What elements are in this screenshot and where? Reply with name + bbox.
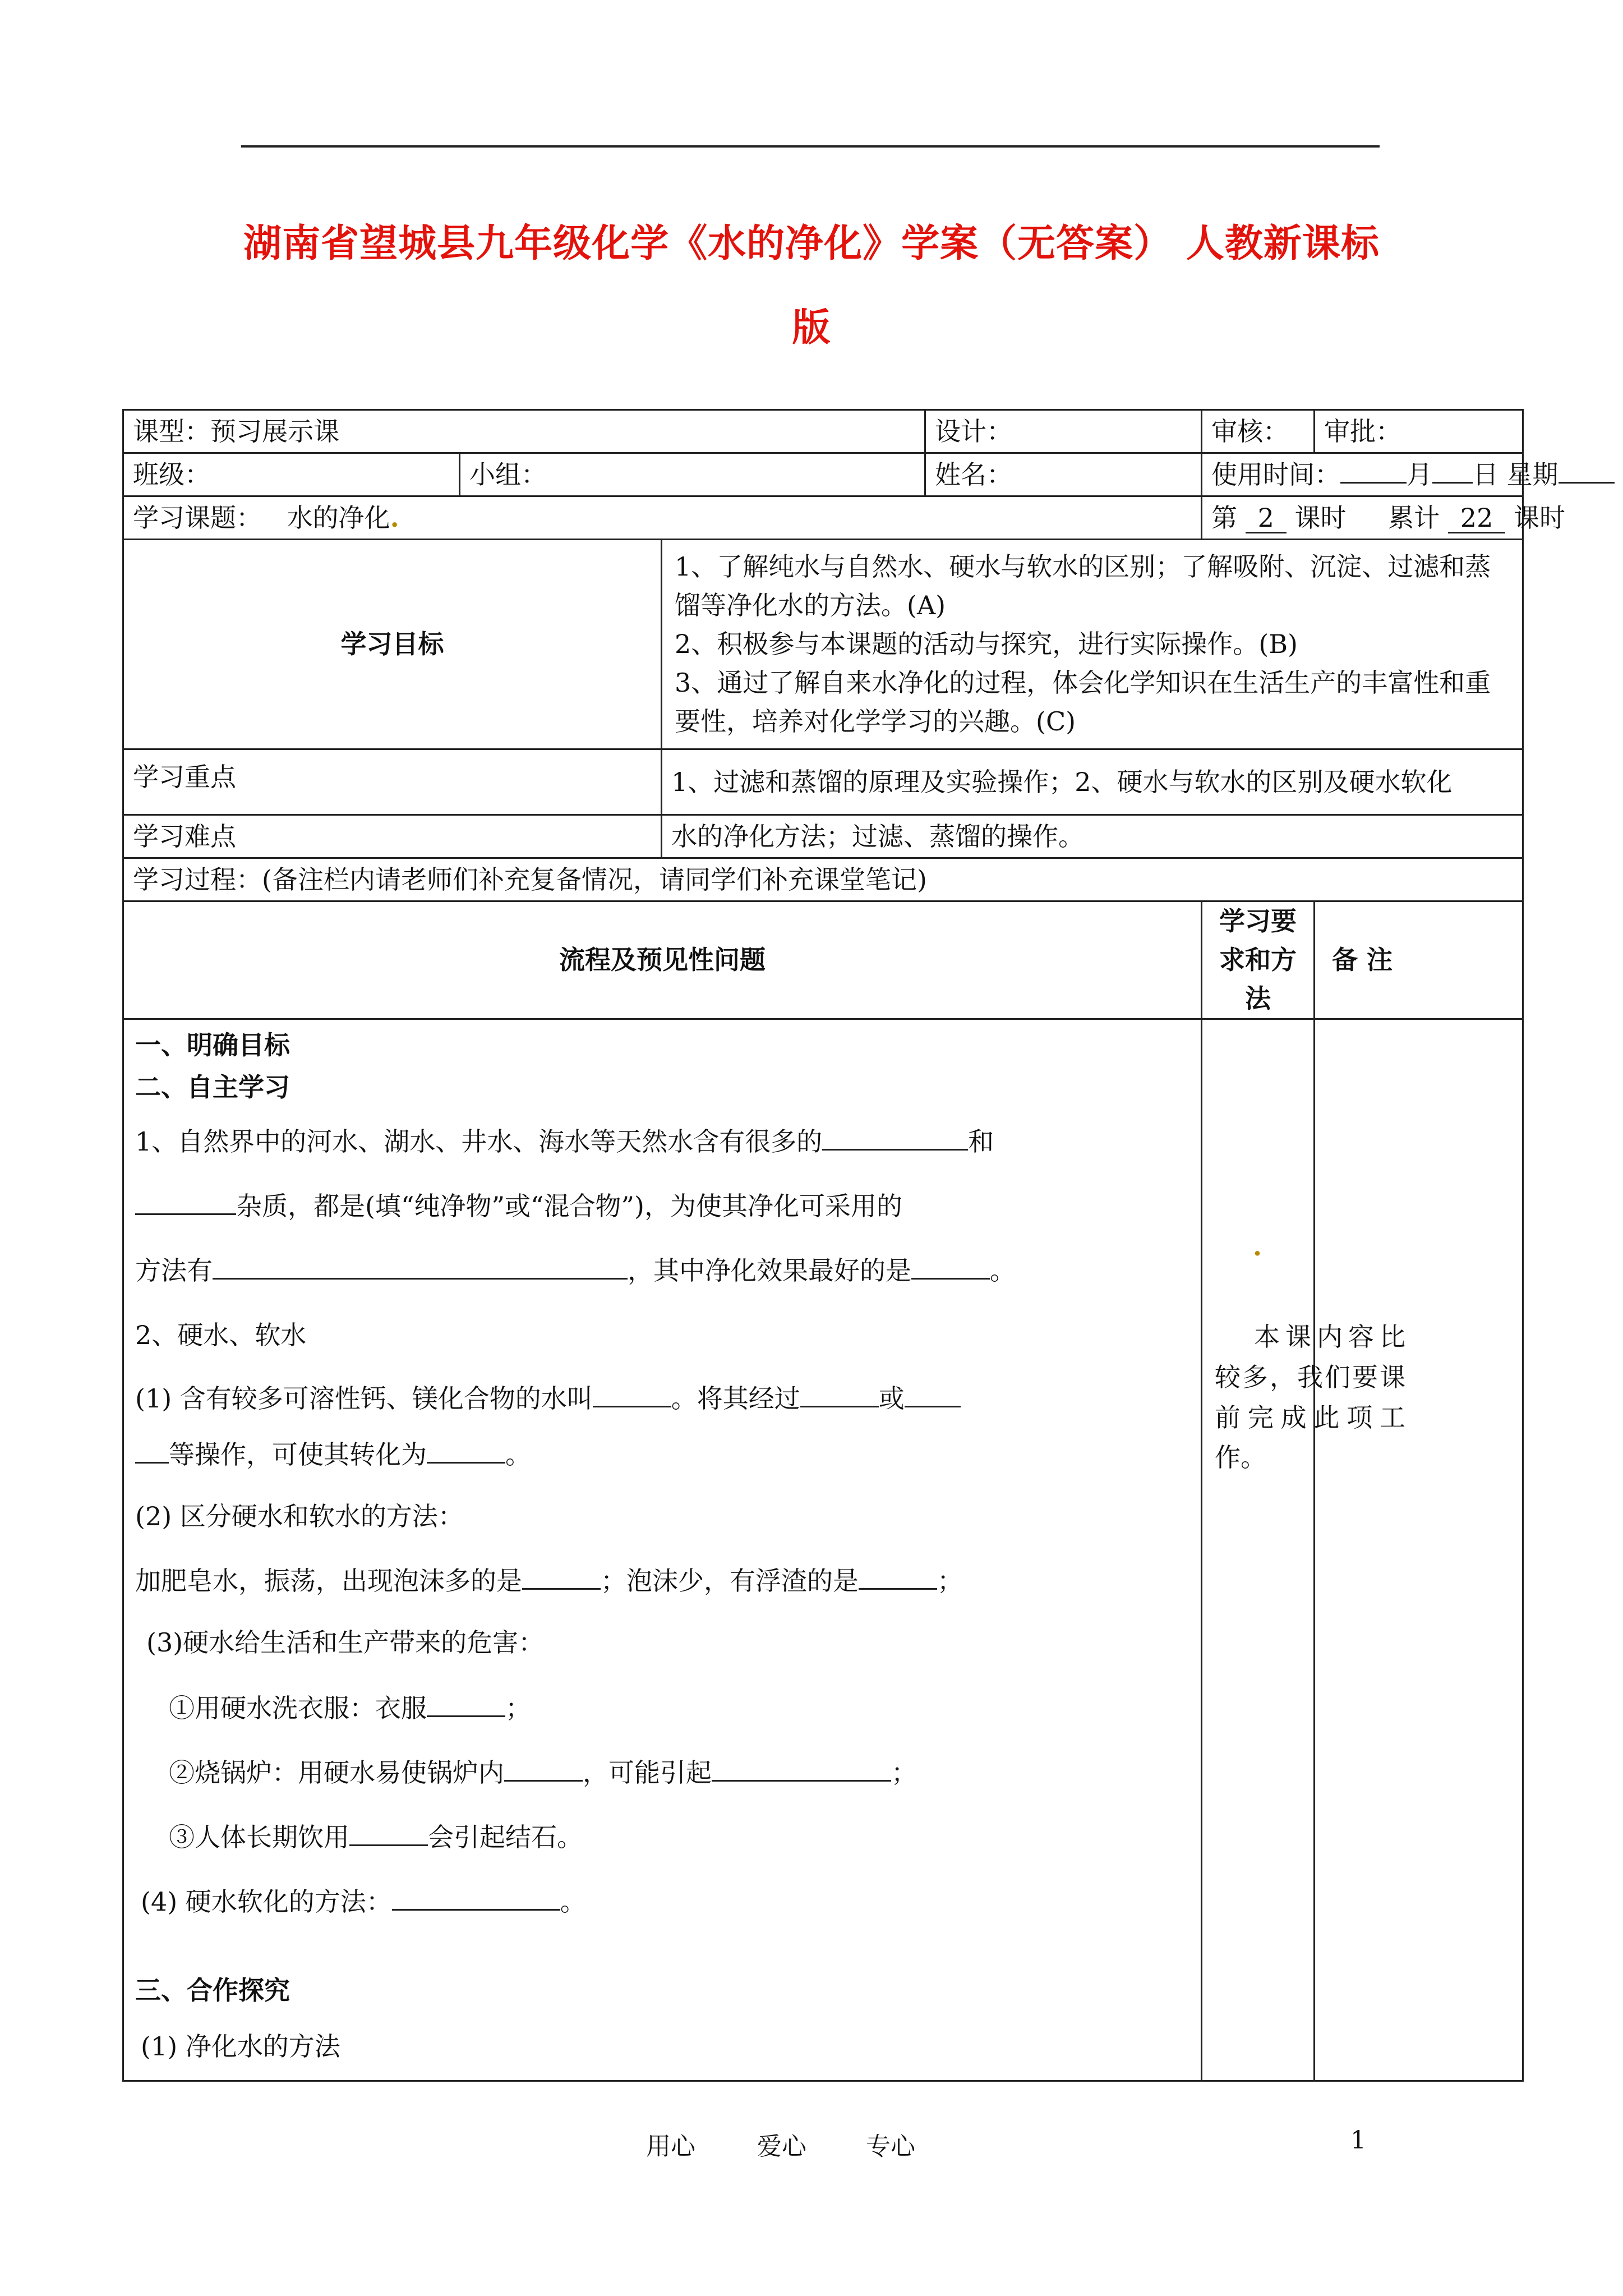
answer-blank [135, 1439, 169, 1464]
answer-blank [392, 1887, 560, 1911]
group-cell: 小组： [460, 453, 925, 496]
course-type-cell: 课型：预习展示课 [123, 410, 925, 453]
answer-blank [800, 1383, 879, 1407]
review-cell: 审核： [1202, 410, 1315, 453]
question-line: (3)硬水给生活和生产带来的危害： [146, 1627, 545, 1658]
question-line: 杂质，都是(填“纯净物”或“混合物”)，为使其净化可采用的 [135, 1174, 1189, 1239]
weekday-blank [1559, 482, 1615, 484]
month-blank [1340, 482, 1407, 484]
answer-blank [213, 1255, 628, 1280]
header-rule [241, 145, 1380, 148]
question-line: 方法有 ，其中净化效果最好的是 。 [135, 1255, 1016, 1286]
difficulties-label: 学习难点 [123, 815, 662, 858]
answer-blank [427, 1439, 505, 1464]
difficulties-text: 水的净化方法；过滤、蒸馏的操作。 [662, 815, 1523, 858]
process-note: 学习过程：(备注栏内请老师们补充复备情况，请同学们补充课堂笔记) [123, 858, 1523, 901]
period-number: 2 [1246, 504, 1287, 534]
section-heading: 三、合作探究 [135, 1975, 290, 2005]
name-cell: 姓名： [925, 453, 1202, 496]
question-line: ①用硬水洗衣服：衣服 ； [169, 1693, 531, 1723]
footer-word: 用心 [646, 2132, 695, 2161]
question-line: 加肥皂水，振荡，出现泡沫多的是 ；泡沫少，有浮渣的是 ； [135, 1566, 963, 1596]
use-time-label: 使用时间： [1211, 459, 1341, 490]
goal-item: 3、通过了解自来水净化的过程，体会化学知识在生活生产的丰富性和重要性，培养对化学学习的兴趣。(C) [675, 668, 1491, 737]
weekday-label: 星期 [1506, 459, 1559, 490]
section-heading: 二、自主学习 [135, 1072, 290, 1102]
document-title-cont: 版 [792, 305, 831, 350]
question-line: 等操作，可使其转化为 。 [135, 1429, 1189, 1480]
total-suffix: 课时 [1513, 502, 1565, 533]
question-line: 2、硬水、软水 [135, 1320, 307, 1350]
header-row-3 [123, 496, 1523, 540]
key-points-text: 1、过滤和蒸馏的原理及实验操作；2、硬水与软水的区别及硬水软化 [662, 749, 1523, 815]
period-prefix: 第 [1211, 502, 1238, 533]
remark-cell [1315, 1019, 1523, 2081]
method-note: 本课内容比较多，我们要课前完成此项工作。 [1215, 1322, 1406, 1473]
content-row [123, 1019, 1523, 2081]
total-number: 22 [1448, 504, 1506, 534]
answer-blank [522, 1566, 601, 1590]
class-cell: 班级： [123, 453, 460, 496]
column-header-row [123, 901, 1523, 1019]
answer-blank [504, 1757, 583, 1782]
goals-row [123, 540, 1523, 749]
answer-blank [905, 1383, 961, 1407]
method-column-header: 学习要求和方法 [1202, 901, 1315, 1019]
question-line: (2) 区分硬水和软水的方法： [135, 1501, 464, 1531]
question-line: ③人体长期饮用 会引起结石。 [169, 1822, 583, 1852]
day-blank [1432, 482, 1473, 484]
remark-column-header: 备 注 [1315, 901, 1523, 1019]
answer-blank [593, 1383, 671, 1407]
question-line: (1) 含有较多可溶性钙、镁化合物的水叫 。将其经过 或 [135, 1368, 1189, 1429]
goal-item: 2、积极参与本课题的活动与探究，进行实际操作。(B) [675, 629, 1298, 659]
key-points-row [123, 749, 1523, 815]
header-row-1 [123, 410, 1523, 453]
question-line: (1) 净化水的方法 [141, 2031, 340, 2062]
day-label: 日 [1473, 459, 1499, 490]
page-number: 1 [1350, 2126, 1366, 2155]
total-prefix: 累计 [1388, 502, 1440, 533]
goal-item: 1、了解纯水与自然水、硬水与软水的区别；了解吸附、沉淀、过滤和蒸馏等净化水的方法。(A) [675, 551, 1491, 620]
question-line: 1、自然界中的河水、湖水、井水、海水等天然水含有很多的 和 [135, 1126, 994, 1157]
period-suffix: 课时 [1294, 502, 1347, 533]
question-line: (4) 硬水软化的方法： 。 [141, 1887, 586, 1917]
month-label: 月 [1407, 459, 1433, 490]
topic-value: 水的净化 [287, 502, 390, 533]
question-line: ②烧锅炉：用硬水易使锅炉内 ，可能引起 ； [169, 1757, 917, 1788]
period-cell [1202, 496, 1565, 540]
answer-blank [135, 1191, 236, 1215]
answer-blank [822, 1126, 968, 1151]
difficulties-row [123, 815, 1523, 858]
key-points-label: 学习重点 [123, 749, 662, 815]
footer-word: 爱心 [757, 2132, 806, 2161]
flow-column-header: 流程及预见性问题 [123, 901, 1202, 1019]
study-plan-table [122, 409, 1565, 2082]
approve-cell: 审批： [1315, 410, 1523, 453]
answer-blank [427, 1693, 505, 1717]
method-notes-cell: . 本课内容比较多，我们要课前完成此项工作。 [1202, 1019, 1315, 2081]
process-note-row [123, 858, 1523, 901]
design-cell: 设计： [925, 410, 1202, 453]
goals-list [662, 540, 1523, 749]
answer-blank [712, 1757, 891, 1782]
topic-cell: 学习课题： 水的净化. [123, 496, 1202, 540]
use-time-cell [1202, 453, 1559, 496]
answer-blank [911, 1255, 990, 1280]
header-row-2 [123, 453, 1523, 496]
flow-content [123, 1019, 1202, 2081]
footer-word: 专心 [866, 2132, 915, 2161]
goals-label: 学习目标 [123, 540, 662, 749]
answer-blank [349, 1822, 428, 1846]
answer-blank [859, 1566, 937, 1590]
document-title: 湖南省望城县九年级化学《水的净化》学案（无答案） 人教新课标 [243, 221, 1380, 266]
topic-label: 学习课题： [133, 502, 262, 533]
section-heading: 一、明确目标 [135, 1030, 290, 1060]
